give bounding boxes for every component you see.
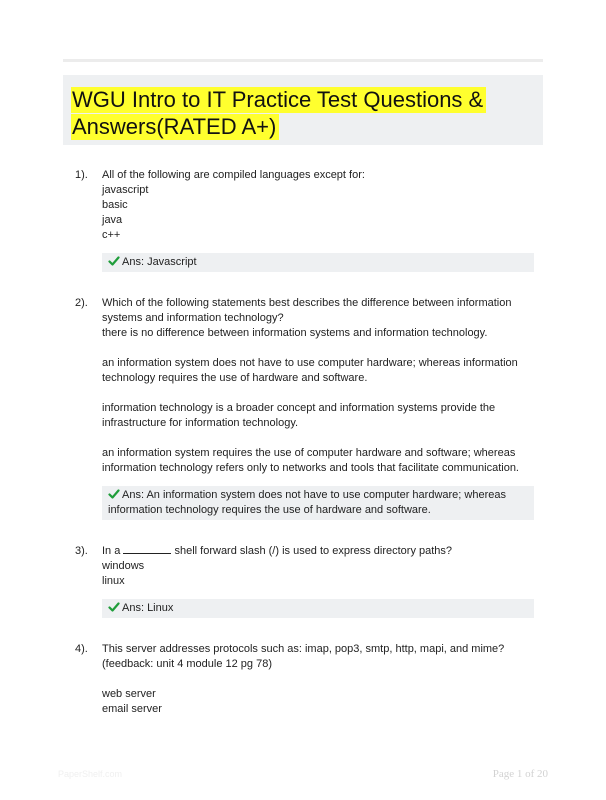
option: javascript — [102, 184, 149, 196]
check-icon — [108, 488, 120, 500]
option: web server — [102, 688, 156, 700]
question-number: 3). — [75, 545, 88, 557]
title-highlight: WGU Intro to IT Practice Test Questions & Answers(RATED A+) — [71, 87, 486, 140]
option: technology requires the use of hardware and software. — [102, 372, 368, 384]
option: basic — [102, 199, 128, 211]
option: windows — [102, 560, 145, 572]
fill-blank — [123, 544, 171, 554]
question-number: 1). — [75, 169, 88, 181]
document-title — [71, 86, 531, 140]
question-4 — [75, 642, 535, 717]
option: there is no difference between information systems and information technology. — [102, 327, 488, 339]
question-text: systems and information technology? — [102, 312, 284, 324]
option: email server — [102, 703, 162, 715]
question-text: Which of the following statements best describes the difference between information — [102, 297, 512, 309]
question-3 — [75, 544, 535, 618]
answer-box — [102, 486, 534, 520]
page-number: Page 1 of 20 — [492, 768, 548, 780]
option: an information system does not have to use computer hardware; whereas information — [102, 357, 518, 369]
option: an information system requires the use of computer hardware and software; whereas — [102, 447, 516, 459]
spacer — [102, 672, 535, 687]
question-1 — [75, 168, 535, 272]
option: java — [102, 214, 123, 226]
question-prefix: In a — [102, 545, 121, 557]
question-text: (feedback: unit 4 module 12 pg 78) — [102, 658, 273, 670]
question-text: This server addresses protocols such as: imap, pop3, smtp, http, mapi, and mime? — [102, 643, 505, 655]
option: information technology is a broader concept and information systems provide the — [102, 402, 496, 414]
spacer — [102, 386, 535, 401]
question-text: All of the following are compiled languages except for: — [102, 169, 365, 181]
answer-box — [102, 599, 534, 618]
question-number: 2). — [75, 297, 88, 309]
answer-text: Ans: Javascript — [122, 256, 197, 268]
answer-text: information technology requires the use of hardware and software. — [108, 504, 431, 516]
top-rule — [63, 59, 543, 62]
option: c++ — [102, 229, 121, 241]
answer-text: Ans: An information system does not have to use computer hardware; whereas — [122, 489, 506, 501]
option: information technology refers only to networks and tools that facilitate communication. — [102, 462, 519, 474]
question-suffix: shell forward slash (/) is used to express directory paths? — [174, 545, 453, 557]
answer-box — [102, 253, 534, 272]
question-text — [102, 544, 535, 559]
answer-text: Ans: Linux — [122, 602, 174, 614]
spacer — [102, 341, 535, 356]
check-icon — [108, 601, 120, 613]
check-icon — [108, 255, 120, 267]
option: infrastructure for information technology. — [102, 417, 299, 429]
question-2 — [75, 296, 535, 520]
option: linux — [102, 575, 125, 587]
question-number: 4). — [75, 643, 88, 655]
spacer — [102, 431, 535, 446]
watermark-text: PaperShelf.com — [58, 769, 123, 779]
